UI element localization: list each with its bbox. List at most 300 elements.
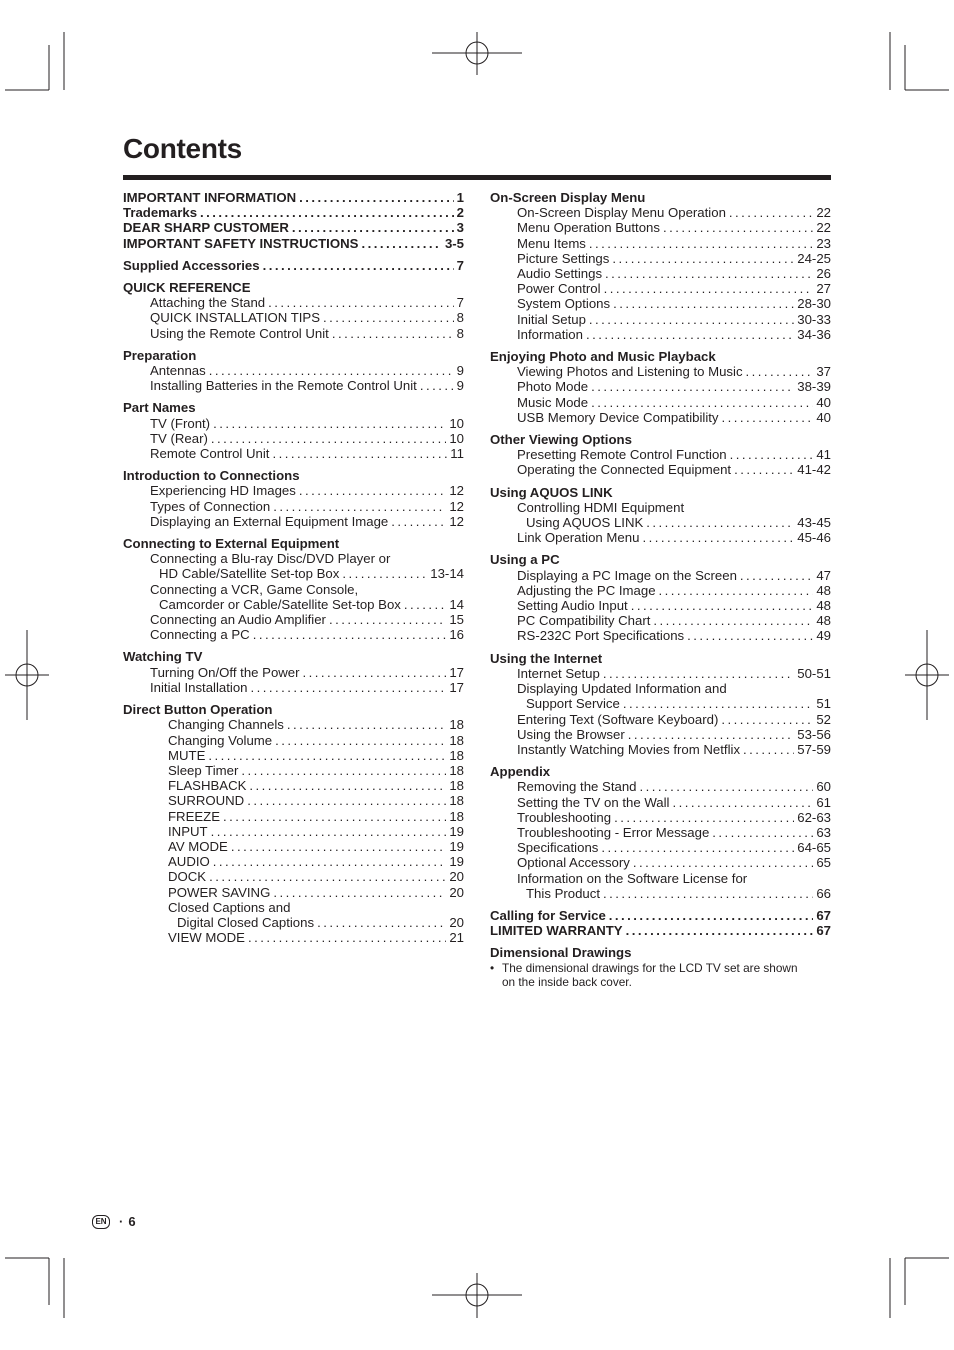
toc-entry[interactable]	[123, 483, 464, 498]
toc-entry-title: Troubleshooting	[517, 809, 612, 825]
toc-entry-page: 8	[456, 310, 464, 326]
toc-entry[interactable]	[123, 205, 464, 220]
toc-entry-title: Music Mode	[517, 394, 589, 410]
dot-leader	[721, 712, 813, 727]
toc-section-heading: On-Screen Display Menu	[490, 190, 646, 205]
toc-entry[interactable]	[123, 717, 464, 732]
toc-entry-title: Camcorder or Cable/Satellite Set-top Box	[159, 596, 401, 612]
section-gap	[490, 644, 831, 651]
toc-entry-title: Changing Channels	[168, 717, 284, 733]
dot-leader	[213, 416, 446, 431]
toc-entry[interactable]	[490, 205, 831, 220]
section-gap	[123, 695, 464, 702]
toc-entry-page: 30-33	[797, 311, 831, 327]
toc-entry-title: VIEW MODE	[168, 930, 245, 946]
toc-entry-title: Information	[517, 326, 583, 342]
dot-leader	[687, 628, 813, 643]
dot-leader	[663, 220, 813, 235]
dot-leader	[729, 205, 813, 220]
toc-entry[interactable]	[123, 915, 464, 930]
toc-entry-page: 37	[816, 364, 831, 380]
toc-entry-page: 49	[816, 628, 831, 644]
toc-entry-page: 57-59	[797, 741, 831, 757]
toc-entry-page: 18	[449, 762, 464, 778]
toc-entry-line: Information on the Software License for	[517, 870, 748, 886]
bullet-icon: •	[490, 960, 495, 975]
toc-entry[interactable]	[490, 840, 831, 855]
toc-section-heading: Other Viewing Options	[490, 432, 632, 448]
section-gap	[123, 461, 464, 468]
toc-entry-page: 40	[816, 394, 831, 410]
toc-section-heading: Direct Button Operation	[123, 702, 273, 718]
toc-entry-title: Link Operation Menu	[517, 530, 640, 546]
toc-entry-title: QUICK INSTALLATION TIPS	[150, 310, 321, 326]
toc-entry[interactable]	[490, 364, 831, 379]
toc-entry-title: Initial Setup	[517, 311, 586, 327]
toc-entry[interactable]	[490, 281, 831, 296]
toc-entry[interactable]	[123, 310, 464, 325]
section-gap	[490, 425, 831, 432]
toc-entry-title: IMPORTANT SAFETY INSTRUCTIONS	[123, 235, 359, 251]
dot-leader	[420, 378, 454, 393]
dot-leader	[273, 499, 446, 514]
toc-entry-page: 22	[816, 220, 831, 236]
toc-note	[490, 961, 831, 989]
dot-leader	[323, 310, 454, 325]
toc-entry[interactable]	[490, 795, 831, 810]
toc-entry[interactable]	[123, 220, 464, 235]
toc-entry-title: Calling for Service	[490, 907, 606, 923]
dot-leader	[231, 839, 446, 854]
toc-entry[interactable]	[490, 220, 831, 235]
toc-entry-page: 22	[816, 205, 831, 221]
toc-entry-title: DEAR SHARP CUSTOMER	[123, 220, 289, 236]
toc-entry[interactable]	[490, 515, 831, 530]
toc-entry-title: Sleep Timer	[168, 762, 239, 778]
toc-entry[interactable]	[123, 839, 464, 854]
toc-entry-title: Types of Connection	[150, 498, 271, 514]
dot-leader	[640, 779, 814, 794]
toc-entry[interactable]	[123, 612, 464, 627]
dot-leader	[200, 205, 454, 220]
dot-leader	[603, 666, 794, 681]
toc-entry-title: Operating the Connected Equipment	[517, 462, 732, 478]
toc-entry-title: Remote Control Unit	[150, 446, 270, 462]
toc-entry-line: Controlling HDMI Equipment	[517, 499, 685, 515]
dot-leader	[604, 281, 814, 296]
toc-entry-page: 19	[449, 854, 464, 870]
toc-column-left	[123, 190, 464, 945]
toc-entry-title: HD Cable/Satellite Set-top Box	[159, 566, 340, 582]
toc-entry-title: TV (Front)	[150, 415, 211, 431]
toc-entry-page: 13-14	[430, 566, 464, 582]
toc-entry[interactable]	[490, 810, 831, 825]
toc-entry-page: 43-45	[797, 515, 831, 531]
dot-leader	[251, 680, 447, 695]
toc-entry[interactable]	[490, 855, 831, 870]
toc-entry-page: 34-36	[797, 326, 831, 342]
dot-leader	[734, 462, 794, 477]
dot-leader	[612, 251, 794, 266]
toc-entry-title: Removing the Stand	[517, 779, 637, 795]
registration-mark-bottom	[432, 1273, 522, 1318]
section-gap	[490, 901, 831, 908]
toc-entry-page: 3	[456, 220, 464, 236]
toc-entry-page: 24-25	[797, 250, 831, 266]
dot-leader	[247, 793, 446, 808]
toc-entry-title: Support Service	[526, 696, 620, 712]
toc-section-heading: Introduction to Connections	[123, 468, 300, 484]
toc-section-heading: QUICK REFERENCE	[123, 280, 251, 296]
toc-entry-title: Audio Settings	[517, 266, 603, 282]
dot-leader	[329, 612, 446, 627]
dot-leader	[712, 825, 813, 840]
toc-entry-page: 27	[816, 281, 831, 297]
dot-leader	[208, 748, 446, 763]
dot-leader	[404, 597, 446, 612]
toc-entry-page: 2	[456, 205, 464, 221]
note-line: The dimensional drawings for the LCD TV set are shown	[502, 960, 798, 975]
dot-leader	[591, 379, 794, 394]
toc-section-heading: Appendix	[490, 764, 551, 780]
toc-entry[interactable]	[490, 236, 831, 251]
toc-entry[interactable]	[490, 628, 831, 643]
dot-leader	[609, 908, 814, 923]
toc-entry[interactable]	[123, 566, 464, 581]
toc-column-right	[490, 190, 831, 989]
toc-entry-page: 20	[449, 914, 464, 930]
dot-leader	[332, 326, 454, 341]
toc-entry[interactable]	[123, 665, 464, 680]
dot-leader	[275, 733, 446, 748]
toc-section-heading: Dimensional Drawings	[490, 945, 632, 961]
toc-entry[interactable]	[123, 763, 464, 778]
toc-entry-title: This Product	[526, 885, 601, 901]
dot-leader	[299, 190, 454, 205]
toc-entry-page: 67	[816, 907, 831, 923]
toc-entry[interactable]	[123, 793, 464, 808]
toc-entry[interactable]	[490, 447, 831, 462]
toc-entry-title: USB Memory Device Compatibility	[517, 409, 719, 425]
toc-entry[interactable]	[490, 908, 831, 923]
toc-entry-page: 63	[816, 824, 831, 840]
toc-entry[interactable]	[123, 363, 464, 378]
dot-leader	[299, 483, 446, 498]
toc-entry-page: 1	[456, 190, 464, 205]
dot-leader	[601, 840, 794, 855]
dot-leader	[743, 742, 794, 757]
section-gap	[123, 341, 464, 348]
toc-section-heading: Watching TV	[123, 649, 203, 665]
toc-entry[interactable]	[123, 824, 464, 839]
toc-entry[interactable]	[123, 680, 464, 695]
dot-leader	[211, 824, 447, 839]
toc-entry-page: 40	[816, 409, 831, 425]
dot-leader	[241, 763, 446, 778]
toc-entry-page: 47	[816, 567, 831, 583]
toc-entry[interactable]	[490, 379, 831, 394]
toc-entry[interactable]	[123, 431, 464, 446]
toc-entry-page: 12	[449, 513, 464, 529]
toc-entry[interactable]	[123, 869, 464, 884]
toc-entry-page: 9	[456, 378, 464, 394]
toc-section-heading: Using AQUOS LINK	[490, 484, 613, 500]
dot-leader	[263, 258, 454, 273]
toc-entry[interactable]	[490, 613, 831, 628]
dot-leader	[628, 727, 795, 742]
dot-leader	[342, 566, 427, 581]
toc-entry-page: 50-51	[797, 665, 831, 681]
section-gap	[123, 529, 464, 536]
toc-section-heading: Part Names	[123, 400, 196, 416]
toc-entry[interactable]	[490, 666, 831, 681]
toc-entry[interactable]	[123, 514, 464, 529]
toc-entry-title: Troubleshooting - Error Message	[517, 824, 710, 840]
section-gap	[490, 757, 831, 764]
toc-entry-page: 62-63	[797, 809, 831, 825]
toc-section-heading: Using a PC	[490, 552, 560, 568]
dot-leader	[653, 613, 813, 628]
toc-section-heading: Enjoying Photo and Music Playback	[490, 349, 716, 365]
section-gap	[123, 273, 464, 280]
toc-entry-page: 65	[816, 855, 831, 871]
toc-entry[interactable]	[123, 597, 464, 612]
toc-entry[interactable]	[490, 266, 831, 281]
toc-entry-title: Installing Batteries in the Remote Control Unit	[150, 378, 417, 394]
toc-entry-title: LIMITED WARRANTY	[490, 923, 623, 939]
toc-entry[interactable]	[123, 258, 464, 273]
toc-entry-page: 26	[816, 266, 831, 282]
toc-entry-page: 8	[456, 325, 464, 341]
toc-entry-page: 16	[449, 627, 464, 643]
registration-mark-top	[432, 32, 522, 75]
toc-entry-page: 64-65	[797, 840, 831, 856]
toc-entry-page: 48	[816, 582, 831, 598]
toc-entry[interactable]	[490, 312, 831, 327]
toc-entry-page: 41	[816, 447, 831, 463]
toc-entry-title: Turning On/Off the Power	[150, 664, 300, 680]
toc-entry-page: 66	[816, 885, 831, 901]
toc-entry-line: Connecting a VCR, Game Console,	[150, 581, 359, 597]
dot-leader	[253, 627, 447, 642]
toc-entry-page: 12	[449, 483, 464, 499]
toc-entry[interactable]	[490, 696, 831, 711]
toc-entry-page: 17	[449, 679, 464, 695]
section-gap	[490, 938, 831, 945]
toc-section-heading: Connecting to External Equipment	[123, 536, 340, 552]
toc-entry-title: Trademarks	[123, 205, 198, 221]
toc-entry[interactable]	[490, 530, 831, 545]
toc-entry-line: Closed Captions and	[168, 899, 291, 915]
dot-leader	[273, 885, 446, 900]
dot-leader	[586, 327, 794, 342]
toc-entry-title: Displaying an External Equipment Image	[150, 513, 389, 529]
toc-entry-title: PC Compatibility Chart	[517, 613, 651, 629]
toc-entry-page: 18	[449, 808, 464, 824]
toc-entry[interactable]	[123, 326, 464, 341]
dot-leader	[209, 869, 446, 884]
dot-leader	[317, 915, 446, 930]
toc-entry[interactable]	[490, 742, 831, 757]
toc-entry-page: 48	[816, 613, 831, 629]
toc-entry[interactable]	[123, 885, 464, 900]
dot-leader	[614, 810, 794, 825]
dot-leader	[272, 446, 447, 461]
dot-leader	[391, 514, 446, 529]
toc-entry-title: TV (Rear)	[150, 430, 208, 446]
section-gap	[123, 642, 464, 649]
toc-entry[interactable]	[123, 378, 464, 393]
toc-entry-title: Attaching the Stand	[150, 295, 266, 311]
toc-entry[interactable]	[490, 727, 831, 742]
toc-entry-title: FLASHBACK	[168, 778, 247, 794]
toc-entry[interactable]	[123, 446, 464, 461]
dot-leader	[589, 236, 813, 251]
toc-entry-title: Using the Remote Control Unit	[150, 325, 329, 341]
toc-entry[interactable]	[123, 748, 464, 763]
footer-separator: ·	[119, 1214, 124, 1229]
toc-entry-page: 20	[449, 884, 464, 900]
dot-leader	[248, 930, 446, 945]
dot-leader	[672, 795, 813, 810]
registration-mark-left	[5, 630, 49, 720]
toc-entry[interactable]	[123, 778, 464, 793]
toc-section-heading: Preparation	[123, 347, 197, 363]
dot-leader	[591, 395, 813, 410]
toc-entry-title: AV MODE	[168, 838, 228, 854]
dot-leader	[292, 220, 454, 235]
toc-entry-title: Digital Closed Captions	[177, 914, 315, 930]
section-gap	[490, 342, 831, 349]
toc-entry-page: 10	[449, 415, 464, 431]
dot-leader	[361, 236, 442, 251]
toc-entry[interactable]	[123, 236, 464, 251]
dot-leader	[642, 530, 794, 545]
toc-entry[interactable]	[490, 251, 831, 266]
toc-entry-title: Entering Text (Software Keyboard)	[517, 711, 719, 727]
toc-entry-title: Initial Installation	[150, 679, 248, 695]
dot-leader	[631, 598, 814, 613]
toc-entry[interactable]	[490, 886, 831, 901]
section-gap	[490, 545, 831, 552]
toc-entry-title: POWER SAVING	[168, 884, 271, 900]
toc-entry-page: 15	[449, 612, 464, 628]
toc-entry-page: 18	[449, 747, 464, 763]
toc-entry[interactable]	[490, 327, 831, 342]
toc-entry[interactable]	[490, 712, 831, 727]
toc-entry-page: 51	[816, 696, 831, 712]
toc-entry-title: Presetting Remote Control Function	[517, 447, 727, 463]
registration-mark-right	[905, 630, 949, 720]
dot-leader	[646, 515, 794, 530]
toc-entry-page: 67	[816, 923, 831, 939]
dot-leader	[268, 295, 454, 310]
page-title: Contents	[123, 133, 242, 164]
toc-entry[interactable]	[123, 930, 464, 945]
dot-leader	[603, 886, 813, 901]
note-line: on the inside back cover.	[502, 974, 632, 989]
toc-entry[interactable]	[123, 190, 464, 205]
toc-entry[interactable]	[490, 583, 831, 598]
toc-entry-title: System Options	[517, 296, 611, 312]
toc-entry[interactable]	[123, 809, 464, 824]
section-gap	[123, 393, 464, 400]
toc-entry-page: 28-30	[797, 296, 831, 312]
section-gap	[490, 478, 831, 485]
toc-entry-title: AUDIO	[168, 854, 210, 870]
toc-entry[interactable]	[490, 779, 831, 794]
toc-entry-page: 21	[449, 930, 464, 946]
toc-entry[interactable]	[490, 462, 831, 477]
toc-entry-title: Using the Browser	[517, 726, 625, 742]
toc-entry-title: On-Screen Display Menu Operation	[517, 205, 726, 221]
toc-entry-title: DOCK	[168, 869, 207, 885]
toc-entry[interactable]	[490, 395, 831, 410]
toc-entry-page: 19	[449, 838, 464, 854]
toc-entry[interactable]	[490, 410, 831, 425]
dot-leader	[613, 296, 794, 311]
dot-leader	[740, 568, 813, 583]
section-gap	[123, 251, 464, 258]
toc-entry-page: 11	[450, 446, 464, 462]
toc-entry-page: 38-39	[797, 379, 831, 395]
toc-entry-page: 18	[449, 717, 464, 733]
toc-entry-page: 60	[816, 779, 831, 795]
toc-entry-page: 61	[816, 794, 831, 810]
toc-entry[interactable]	[123, 295, 464, 310]
toc-entry-page: 52	[816, 711, 831, 727]
toc-entry[interactable]	[490, 296, 831, 311]
toc-entry[interactable]	[123, 854, 464, 869]
language-badge: EN	[92, 1215, 110, 1229]
page-number: 6	[128, 1214, 136, 1229]
toc-entry[interactable]	[123, 416, 464, 431]
toc-entry-title: Picture Settings	[517, 250, 610, 266]
toc-entry[interactable]	[123, 627, 464, 642]
toc-entry-title: Displaying a PC Image on the Screen	[517, 567, 737, 583]
dot-leader	[223, 809, 446, 824]
toc-entry[interactable]	[123, 499, 464, 514]
toc-entry[interactable]	[490, 825, 831, 840]
toc-entry[interactable]	[123, 733, 464, 748]
toc-entry[interactable]	[490, 598, 831, 613]
toc-entry-page: 12	[449, 498, 464, 514]
toc-entry-page: 17	[449, 664, 464, 680]
toc-entry-line: Connecting a Blu-ray Disc/DVD Player or	[150, 551, 391, 567]
toc-entry[interactable]	[490, 568, 831, 583]
dot-leader	[211, 431, 446, 446]
dot-leader	[287, 717, 446, 732]
dot-leader	[746, 364, 814, 379]
toc-entry-title: Internet Setup	[517, 665, 600, 681]
dot-leader	[249, 778, 446, 793]
dot-leader	[213, 854, 447, 869]
toc-entry-title: Connecting an Audio Amplifier	[150, 612, 326, 628]
toc-entry-page: 14	[449, 596, 464, 612]
toc-entry-title: MUTE	[168, 747, 206, 763]
toc-entry-page: 48	[816, 598, 831, 614]
dot-leader	[623, 696, 814, 711]
toc-entry[interactable]	[490, 923, 831, 938]
dot-leader	[209, 363, 454, 378]
toc-entry-title: Specifications	[517, 840, 599, 856]
toc-entry-title: Supplied Accessories	[123, 257, 260, 273]
dot-leader	[303, 665, 447, 680]
toc-entry-title: Viewing Photos and Listening to Music	[517, 364, 743, 380]
dot-leader	[659, 583, 814, 598]
toc-entry-title: Antennas	[150, 363, 206, 379]
dot-leader	[626, 923, 814, 938]
